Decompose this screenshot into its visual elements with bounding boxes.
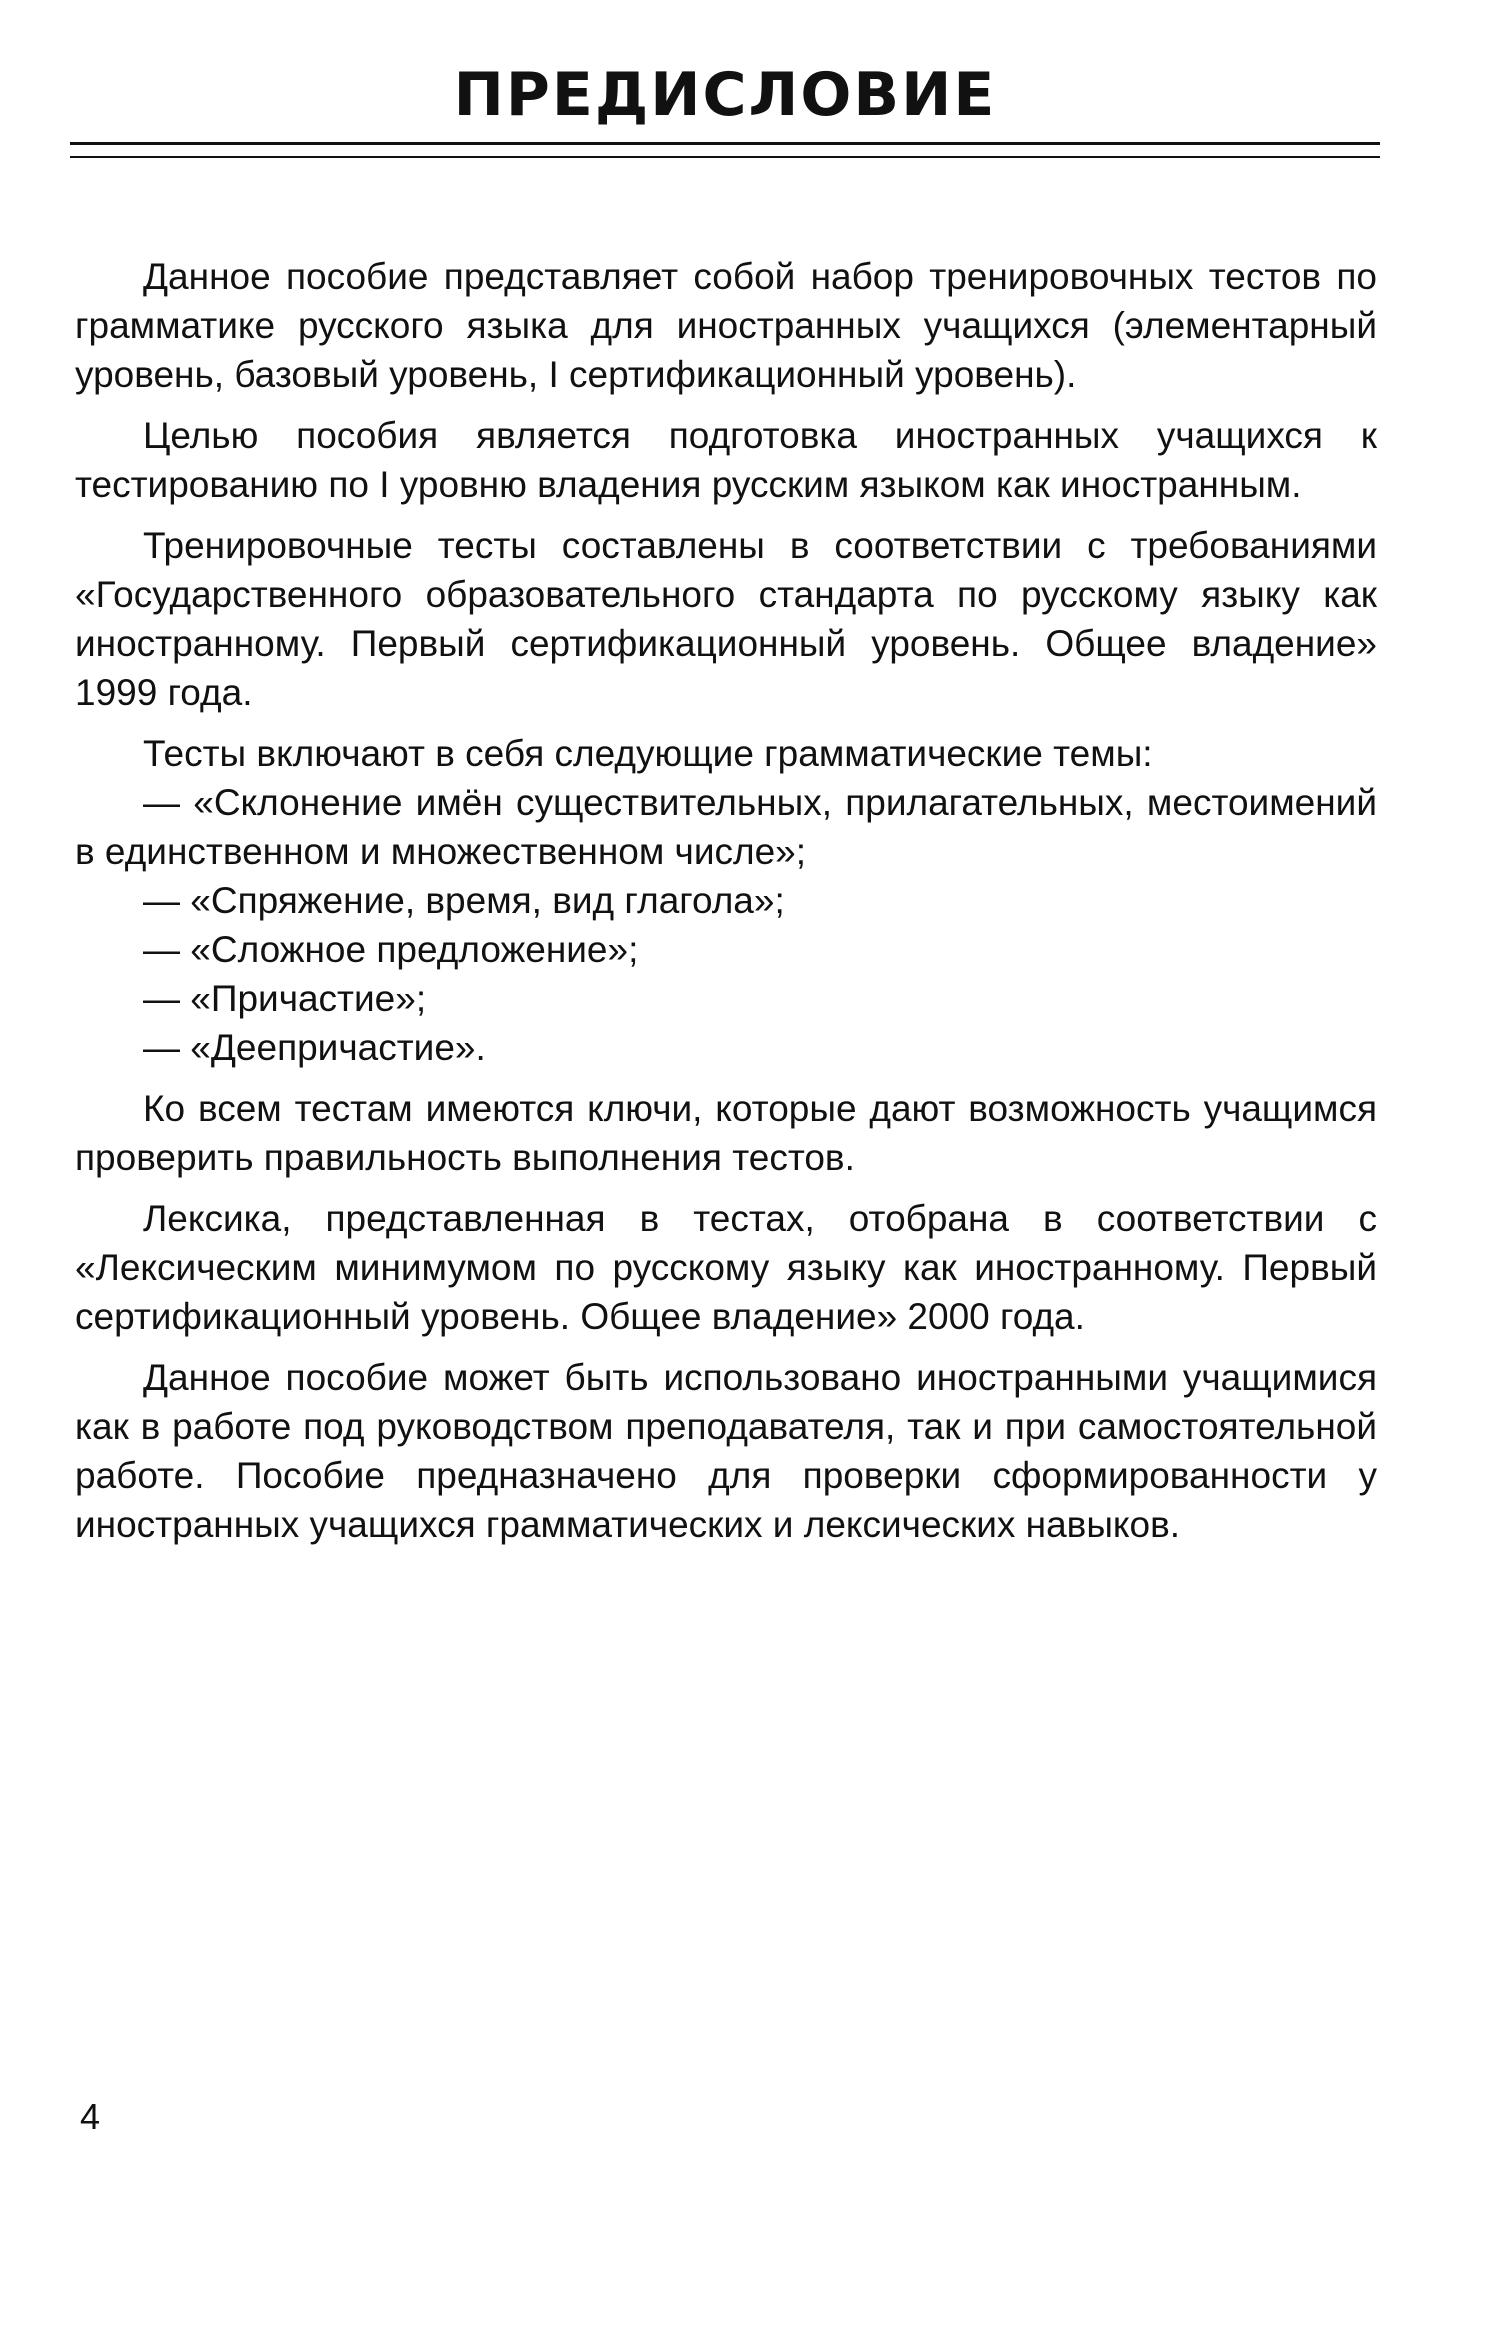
topic-item: — «Склонение имён существительных, прилагательных, местоимений в единственном и множественном числе»; bbox=[75, 782, 1377, 872]
paragraph-goal: Целью пособия является подготовка иностранных учащихся к тестированию по I уровню владения русским языком как иностранным. bbox=[75, 415, 1377, 505]
paragraph-intro: Данное пособие представляет собой набор тренировочных тестов по грамматике русского языка для иностранных учащихся (элементарный уровень, базовый уровень, I сертификационный уровень). bbox=[75, 256, 1377, 395]
topic-item: — «Причастие»; bbox=[143, 978, 427, 1019]
topic-item: — «Деепричастие». bbox=[143, 1027, 486, 1068]
page-number: 4 bbox=[80, 2096, 101, 2137]
paragraph-lexicon: Лексика, представленная в тестах, отобрана в соответствии с «Лексическим минимумом по русскому языку как иностранному. Первый сертификационный уровень. Общее владение» 2000 года. bbox=[75, 1198, 1377, 1337]
paragraph-usage: Данное пособие может быть использовано иностранными учащимися как в работе под руководством преподавателя, так и при самостоятельной работе. Пособие предназначено для проверки сформированности у иностранных учащихся грамматических и лексических навыков. bbox=[75, 1357, 1377, 1545]
preface-text bbox=[75, 252, 1377, 1561]
paragraph-standard: Тренировочные тесты составлены в соответствии с требованиями «Государственного образовательного стандарта по русскому языку как иностранному. Первый сертификационный уровень. Общее владение» 1999 года. bbox=[75, 525, 1377, 713]
paragraph-topics-intro: Тесты включают в себя следующие грамматические темы: bbox=[143, 733, 1153, 774]
paragraph-keys: Ко всем тестам имеются ключи, которые дают возможность учащимся проверить правильность выполнения тестов. bbox=[75, 1088, 1377, 1178]
page-title: ПРЕДИСЛОВИЕ bbox=[453, 60, 997, 130]
topic-item: — «Спряжение, время, вид глагола»; bbox=[143, 880, 785, 921]
title-rule-thick bbox=[70, 142, 1380, 145]
topic-item: — «Сложное предложение»; bbox=[143, 929, 639, 970]
title-rule-thin bbox=[70, 156, 1380, 158]
